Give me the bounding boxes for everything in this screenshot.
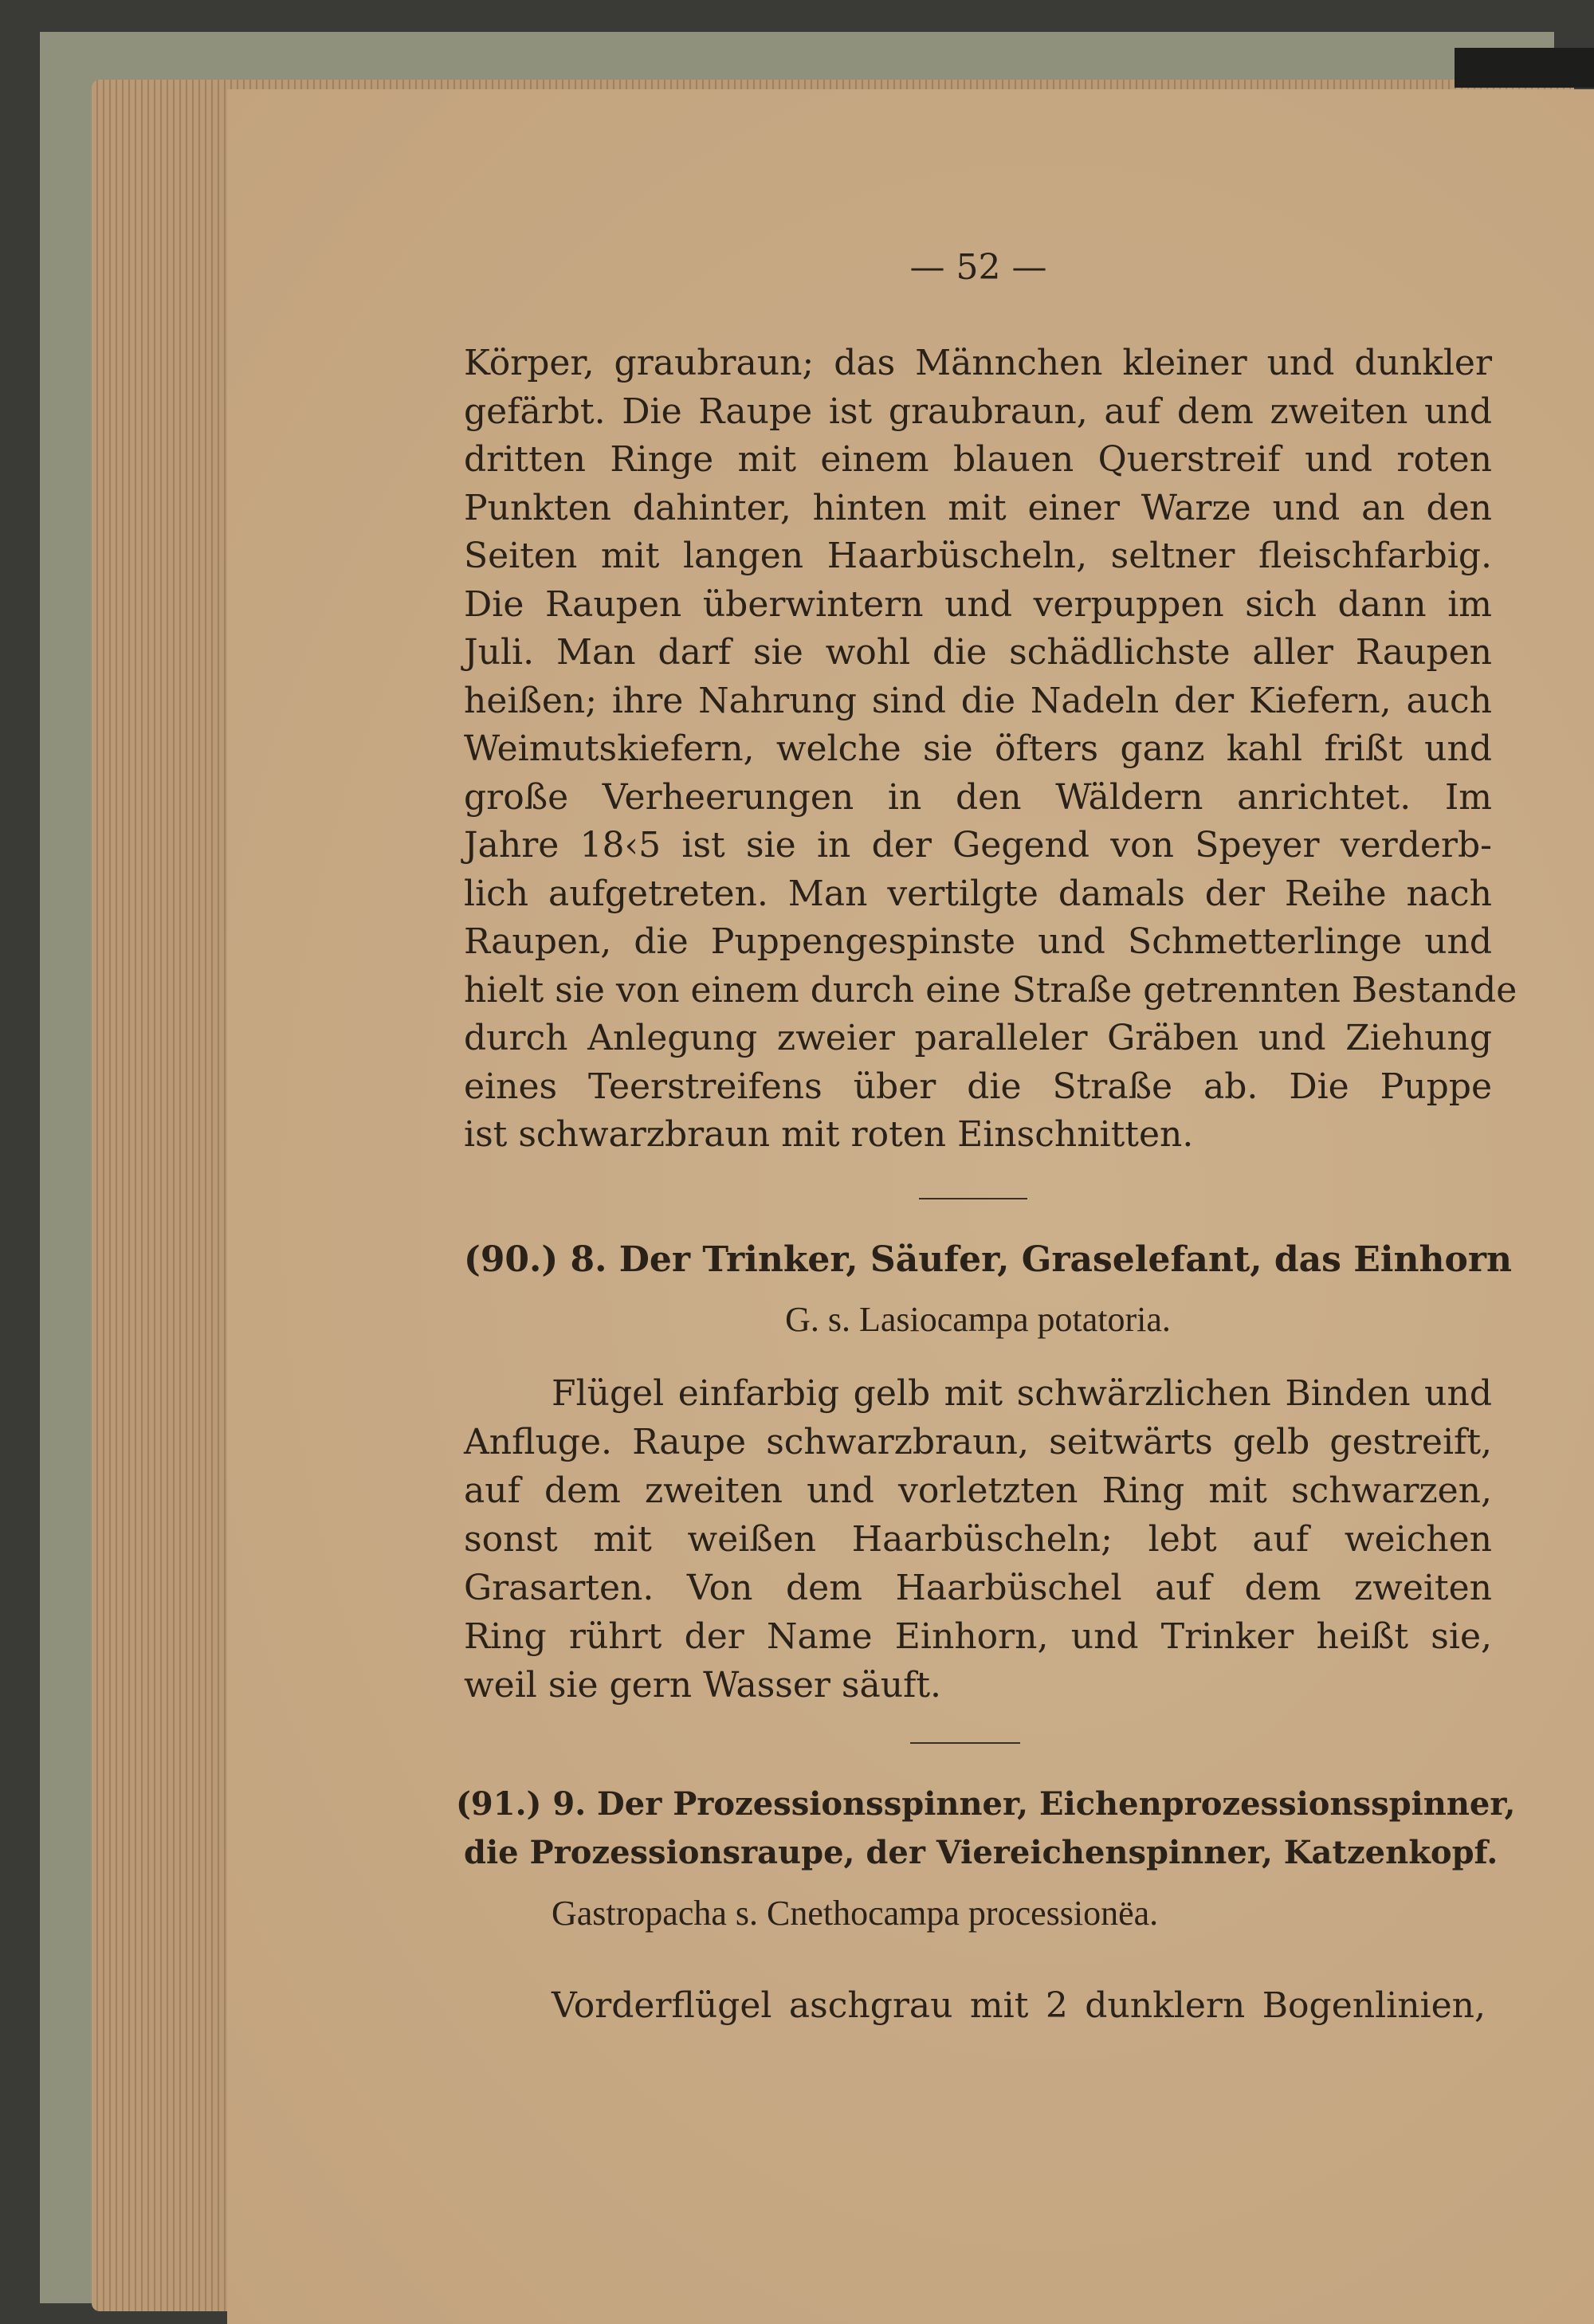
text-line: heißen; ihre Nahrung sind die Nadeln der Kiefern, auch — [464, 680, 1492, 721]
text-line: ist schwarzbraun mit roten Einschnitten. — [464, 1114, 1194, 1155]
text-line: eines Teerstreifens über die Straße ab. Die Puppe — [464, 1066, 1492, 1107]
text-line: Körper, graubraun; das Männchen kleiner und dunkler — [464, 343, 1492, 383]
book-spine — [1455, 48, 1594, 88]
text-line: Anfluge. Raupe schwarzbraun, seitwärts gelb gestreift, — [464, 1422, 1492, 1462]
text-line: lich aufgetreten. Man vertilgte damals der Reihe nach — [464, 873, 1492, 914]
text-line: Ring rührt der Name Einhorn, und Trinker heißt sie, — [464, 1616, 1492, 1657]
text-line: Weimutskiefern, welche sie öfters ganz kahl frißt und — [464, 728, 1492, 769]
divider-rule — [919, 1198, 1027, 1199]
text-line: große Verheerungen in den Wäldern anrichtet. Im — [464, 776, 1492, 818]
entry-90-latin-name: G. s. Lasiocampa potatoria. — [785, 1300, 1171, 1339]
text-line: Die Raupen überwintern und verpuppen sich dann im — [464, 583, 1492, 625]
text-line: auf dem zweiten und vorletzten Ring mit schwarzen, — [464, 1470, 1492, 1511]
text-line: gefärbt. Die Raupe ist graubraun, auf dem zweiten und — [464, 391, 1492, 432]
text-line: hielt sie von einem durch eine Straße getrennten Bestande — [464, 969, 1517, 1011]
text-line: Juli. Man darf sie wohl die schädlichste aller Raupen — [464, 632, 1492, 673]
page-number: — 52 — — [909, 247, 1047, 288]
text-line: Flügel einfarbig gelb mit schwärzlichen Binden und — [552, 1373, 1492, 1414]
text-line: Grasarten. Von dem Haarbüschel auf dem zweiten — [464, 1568, 1492, 1608]
entry-91-heading-line-1: (91.) 9. Der Prozessionsspinner, Eichenprozessionsspinner, — [456, 1785, 1516, 1823]
entry-91-heading-line-2: die Prozessionsraupe, der Viereichenspinner, Katzenkopf. — [464, 1834, 1498, 1871]
text-line: sonst mit weißen Haarbüscheln; lebt auf weichen — [464, 1519, 1492, 1560]
entry-90-heading: (90.) 8. Der Trinker, Säufer, Graselefant, das Einhorn — [464, 1239, 1512, 1280]
text-line: Seiten mit langen Haarbüscheln, seltner fleischfarbig. — [464, 536, 1492, 576]
text-line: dritten Ringe mit einem blauen Querstreif und roten — [464, 439, 1492, 480]
text-line: Jahre 18‹5 ist sie in der Gegend von Speyer verderb- — [464, 825, 1492, 866]
entry-91-text-line: Vorderflügel aschgrau mit 2 dunklern Bogenlinien, — [552, 1985, 1486, 2026]
text-line: Raupen, die Puppengespinste und Schmetterlinge und — [464, 921, 1492, 962]
entry-91-latin-name: Gastropacha s. Cnethocampa processionëa. — [552, 1894, 1159, 1933]
divider-rule — [910, 1742, 1020, 1744]
text-line: weil sie gern Wasser säuft. — [464, 1665, 942, 1706]
text-line: Punkten dahinter, hinten mit einer Warze und an den — [464, 487, 1492, 528]
text-line: durch Anlegung zweier paralleler Gräben und Ziehung — [464, 1018, 1492, 1058]
